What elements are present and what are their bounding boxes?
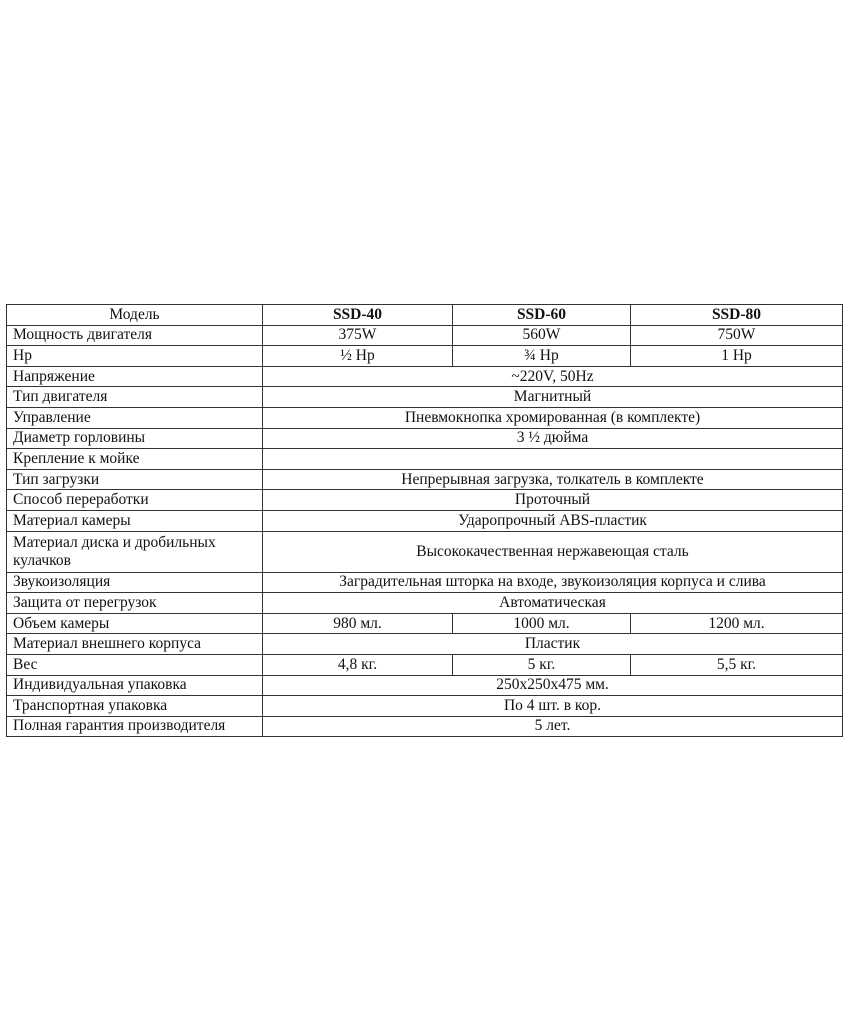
value-cell: 1000 мл. xyxy=(453,613,631,634)
row-label-cell: Вес xyxy=(7,654,263,675)
table-row xyxy=(7,387,843,408)
row-label-cell: Материал диска и дробильных кулачков xyxy=(7,531,263,572)
merged-value-cell: По 4 шт. в кор. xyxy=(263,696,843,717)
table-row xyxy=(7,490,843,511)
value-cell: 5 кг. xyxy=(453,654,631,675)
merged-value-cell: Ударопрочный ABS-пластик xyxy=(263,510,843,531)
row-label-cell: Крепление к мойке xyxy=(7,449,263,470)
row-label-cell: Тип двигателя xyxy=(7,387,263,408)
value-cell: 750W xyxy=(631,325,843,346)
merged-value-cell: Высококачественная нержавеющая сталь xyxy=(263,531,843,572)
specifications-table xyxy=(6,304,843,737)
table-row xyxy=(7,531,843,572)
model-header-cell: SSD-60 xyxy=(453,305,631,326)
merged-value-cell: Автоматическая xyxy=(263,593,843,614)
table-row xyxy=(7,510,843,531)
row-label-cell: Звукоизоляция xyxy=(7,572,263,593)
table-row xyxy=(7,613,843,634)
row-label-cell: Индивидуальная упаковка xyxy=(7,675,263,696)
merged-value-cell: Непрерывная загрузка, толкатель в комплекте xyxy=(263,469,843,490)
row-label-cell: Напряжение xyxy=(7,366,263,387)
merged-value-cell: Заградительная шторка на входе, звукоизоляция корпуса и слива xyxy=(263,572,843,593)
row-label-cell: Материал камеры xyxy=(7,510,263,531)
table-header-row xyxy=(7,305,843,326)
value-cell: 375W xyxy=(263,325,453,346)
model-header-cell: SSD-80 xyxy=(631,305,843,326)
row-label-cell: Объем камеры xyxy=(7,613,263,634)
merged-value-cell xyxy=(263,449,843,470)
table-row xyxy=(7,346,843,367)
row-label-cell: Hp xyxy=(7,346,263,367)
merged-value-cell: Пластик xyxy=(263,634,843,655)
value-cell: ½ Hp xyxy=(263,346,453,367)
value-cell: 980 мл. xyxy=(263,613,453,634)
table-row xyxy=(7,654,843,675)
table-row xyxy=(7,366,843,387)
row-label-cell: Полная гарантия производителя xyxy=(7,716,263,737)
row-label-cell: Управление xyxy=(7,407,263,428)
table-row xyxy=(7,572,843,593)
value-cell: 1 Hp xyxy=(631,346,843,367)
table-row xyxy=(7,428,843,449)
row-label-cell: Диаметр горловины xyxy=(7,428,263,449)
row-label-cell: Защита от перегрузок xyxy=(7,593,263,614)
value-cell: 1200 мл. xyxy=(631,613,843,634)
merged-value-cell: Магнитный xyxy=(263,387,843,408)
row-label-cell: Способ переработки xyxy=(7,490,263,511)
table-row xyxy=(7,634,843,655)
model-header-cell: SSD-40 xyxy=(263,305,453,326)
merged-value-cell: 5 лет. xyxy=(263,716,843,737)
merged-value-cell: Проточный xyxy=(263,490,843,511)
value-cell: 5,5 кг. xyxy=(631,654,843,675)
value-cell: 560W xyxy=(453,325,631,346)
merged-value-cell: 250x250x475 мм. xyxy=(263,675,843,696)
value-cell: ¾ Hp xyxy=(453,346,631,367)
table-row xyxy=(7,325,843,346)
row-label-cell: Транспортная упаковка xyxy=(7,696,263,717)
table-row xyxy=(7,449,843,470)
table-row xyxy=(7,407,843,428)
row-label-cell: Мощность двигателя xyxy=(7,325,263,346)
merged-value-cell: Пневмокнопка хромированная (в комплекте) xyxy=(263,407,843,428)
merged-value-cell: 3 ½ дюйма xyxy=(263,428,843,449)
table-row xyxy=(7,716,843,737)
row-label-cell: Тип загрузки xyxy=(7,469,263,490)
table-row xyxy=(7,696,843,717)
specifications-table-body xyxy=(7,305,843,737)
table-row xyxy=(7,593,843,614)
header-label-cell: Модель xyxy=(7,305,263,326)
value-cell: 4,8 кг. xyxy=(263,654,453,675)
table-row xyxy=(7,675,843,696)
merged-value-cell: ~220V, 50Hz xyxy=(263,366,843,387)
table-row xyxy=(7,469,843,490)
row-label-cell: Материал внешнего корпуса xyxy=(7,634,263,655)
